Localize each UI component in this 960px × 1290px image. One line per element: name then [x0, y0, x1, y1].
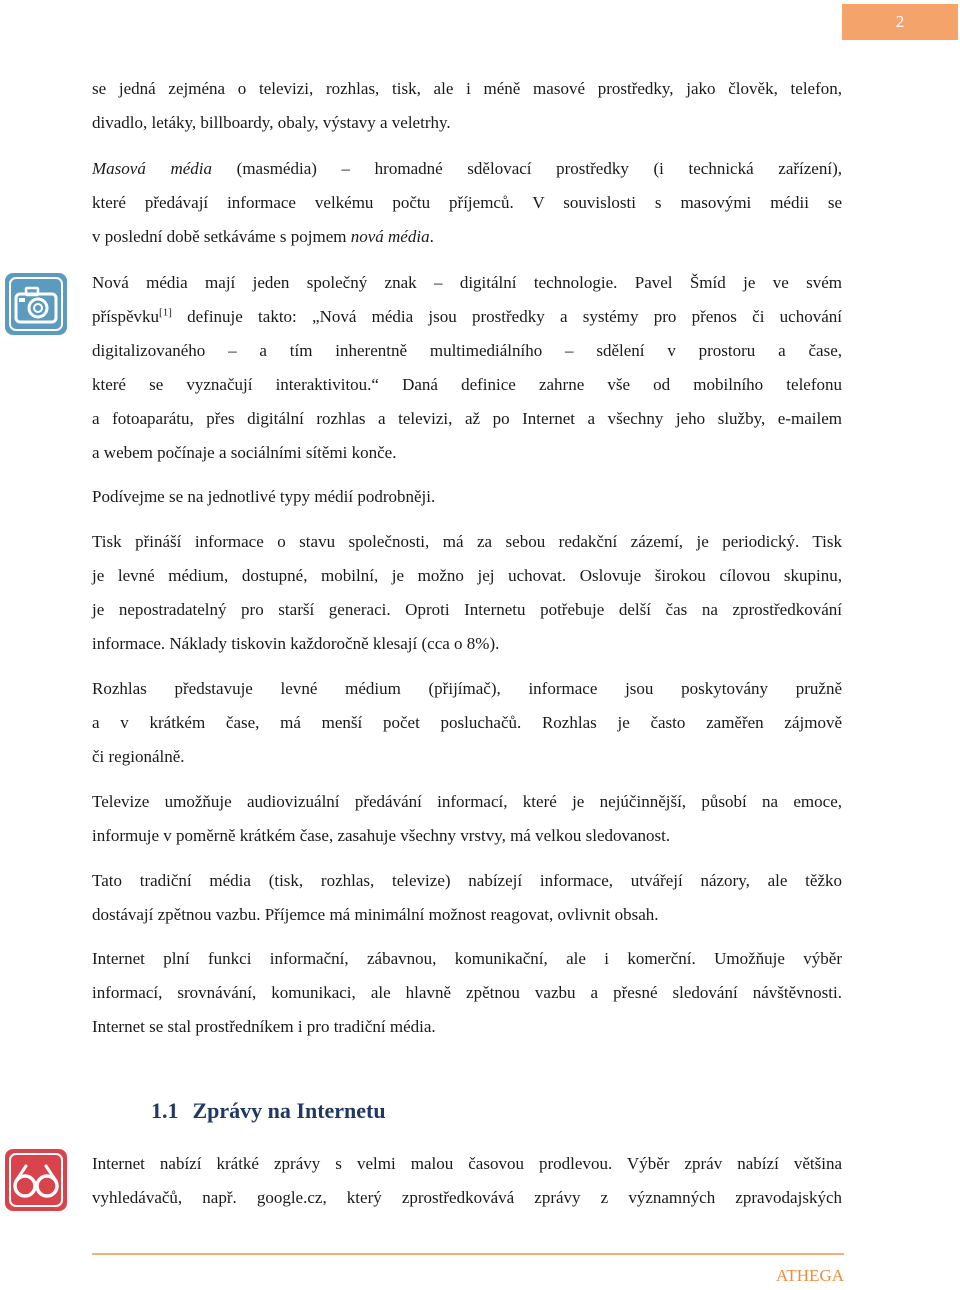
paragraph-tradicni-media — [92, 864, 842, 932]
paragraph-text: příspěvku — [92, 307, 160, 326]
paragraph-zpravy — [92, 1147, 842, 1215]
paragraph-3 — [92, 266, 842, 470]
camera-icon — [4, 272, 68, 336]
paragraph-2 — [92, 152, 842, 254]
paragraph-line: či regionálně. — [92, 747, 185, 766]
paragraph-line: informace. Náklady tiskovin každoročně klesají (cca o 8%). — [92, 634, 500, 653]
term-masova-media: Masová média — [92, 159, 213, 178]
paragraph-line: které se vyznačují interaktivitou.“ Daná definice zahrne vše od mobilního telefonu — [92, 375, 842, 394]
glasses-icon — [4, 1148, 68, 1212]
paragraph-line: a fotoaparátu, přes digitální rozhlas a televizi, až po Internet a všechny jeho služby, e-mailem — [92, 409, 842, 428]
paragraph-line: Internet se stal prostředníkem i pro tradiční média. — [92, 1017, 436, 1036]
paragraph-internet — [92, 942, 842, 1044]
paragraph-line: Internet plní funkci informační, zábavnou, komunikační, ale i komerční. Umožňuje výběr — [92, 949, 842, 968]
paragraph-rozhlas — [92, 672, 842, 774]
paragraph-line: Tato tradiční média (tisk, rozhlas, televize) nabízejí informace, utvářejí názory, ale těžko — [92, 871, 842, 890]
paragraph-line: a v krátkém čase, má menší počet posluchačů. Rozhlas je často zaměřen zájmově — [92, 713, 842, 732]
footer-divider — [92, 1253, 844, 1255]
paragraph-line: Rozhlas představuje levné médium (přijímač), informace jsou poskytovány pružně — [92, 679, 842, 698]
paragraph-text: . — [429, 227, 434, 246]
page-number: 2 — [842, 4, 958, 40]
paragraph-line: Nová média mají jeden společný znak – digitální technologie. Pavel Šmíd je ve svém — [92, 273, 842, 292]
paragraph-tisk — [92, 525, 842, 661]
term-nova-media: nová média — [350, 227, 430, 246]
paragraph-line — [92, 220, 842, 254]
paragraph-line: vyhledávačů, např. google.cz, který zprostředkovává zprávy z významných zpravodajských — [92, 1188, 842, 1207]
paragraph-text: v poslední době setkáváme s pojmem — [92, 227, 351, 246]
paragraph-line: je nepostradatelný pro starší generaci. Oproti Internetu potřebuje delší čas na zprostředkování — [92, 600, 842, 619]
section-heading — [151, 1098, 386, 1124]
paragraph-line: Tisk přináší informace o stavu společnosti, má za sebou redakční zázemí, je periodický. Tisk — [92, 532, 842, 551]
paragraph-text: (masmédia) – hromadné sdělovací prostředky (i technická zařízení), — [212, 159, 842, 178]
paragraph-text: definuje takto: „Nová média jsou prostředky a systémy pro přenos či uchování — [171, 307, 842, 326]
paragraph-televize — [92, 785, 842, 853]
paragraph-line: a webem počínaje a sociálními sítěmi konče. — [92, 443, 397, 462]
paragraph-line: Televize umožňuje audiovizuální předávání informací, které je nejúčinnější, působí na emoce, — [92, 792, 842, 811]
citation-reference[interactable]: [1] — [159, 306, 172, 319]
footer-brand: ATHEGA — [776, 1266, 844, 1285]
section-number: 1.1 — [151, 1098, 179, 1123]
paragraph-line — [92, 300, 842, 334]
paragraph-4: Podívejme se na jednotlivé typy médií podrobněji. — [92, 487, 436, 506]
paragraph-line: se jedná zejména o televizi, rozhlas, tisk, ale i méně masové prostředky, jako člověk, telefon, — [92, 79, 842, 98]
section-title: Zprávy na Internetu — [192, 1098, 386, 1123]
paragraph-line: Internet nabízí krátké zprávy s velmi malou časovou prodlevou. Výběr zpráv nabízí většina — [92, 1154, 842, 1173]
paragraph-line: informuje v poměrně krátkém čase, zasahuje všechny vrstvy, má velkou sledovanost. — [92, 826, 671, 845]
paragraph-line — [92, 152, 842, 186]
paragraph-line: informací, srovnávání, komunikaci, ale hlavně zpětnou vazbu a přesné sledování návštěvnosti. — [92, 983, 842, 1002]
paragraph-line: které předávají informace velkému počtu příjemců. V souvislosti s masovými médii se — [92, 193, 842, 212]
paragraph-line: digitalizovaného – a tím inherentně multimediálního – sdělení v prostoru a čase, — [92, 341, 842, 360]
paragraph-line: divadlo, letáky, billboardy, obaly, výstavy a veletrhy. — [92, 113, 451, 132]
paragraph-line: je levné médium, dostupné, mobilní, je možno jej uchovat. Oslovuje širokou cílovou skupinu, — [92, 566, 842, 585]
paragraph-1 — [92, 72, 842, 140]
paragraph-line: dostávají zpětnou vazbu. Příjemce má minimální možnost reagovat, ovlivnit obsah. — [92, 905, 659, 924]
